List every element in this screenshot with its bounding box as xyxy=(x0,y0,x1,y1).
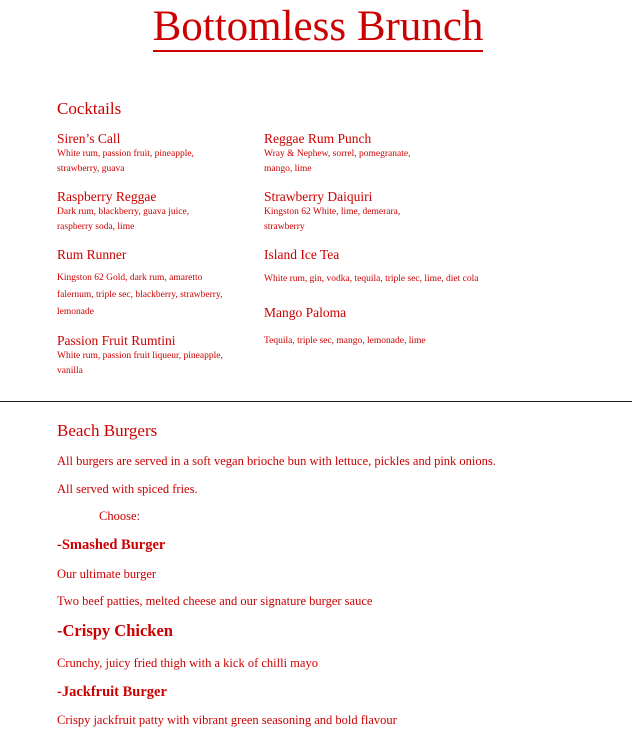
cocktail-name: Mango Paloma xyxy=(264,305,347,320)
cocktail-desc: Kingston 62 White, lime, demerara, strawberry xyxy=(264,207,401,232)
choose-label: Choose: xyxy=(99,509,140,523)
cocktail-desc: Kingston 62 Gold, dark rum, amaretto falernum, triple sec, blackberry, strawberry, lemonade xyxy=(57,273,223,317)
cocktail-item xyxy=(264,247,564,287)
cocktail-desc: Dark rum, blackberry, guava juice, raspberry soda, lime xyxy=(57,207,190,232)
cocktail-name: Reggae Rum Punch xyxy=(264,131,372,146)
cocktail-item xyxy=(57,333,262,379)
cocktail-name: Raspberry Reggae xyxy=(57,189,157,204)
cocktail-item xyxy=(57,247,262,321)
burger-option-name: -Jackfruit Burger xyxy=(57,684,167,700)
cocktail-item xyxy=(264,189,469,235)
cocktail-desc: White rum, passion fruit liqueur, pineapple, vanilla xyxy=(57,351,223,376)
cocktail-name: Island Ice Tea xyxy=(264,247,340,262)
burger-option-desc: Crunchy, juicy fried thigh with a kick of chilli mayo xyxy=(57,656,318,670)
cocktail-name: Strawberry Daiquiri xyxy=(264,189,373,204)
cocktail-desc: Tequila, triple sec, mango, lemonade, lime xyxy=(264,336,426,346)
cocktail-desc: White rum, passion fruit, pineapple, strawberry, guava xyxy=(57,149,194,174)
cocktails-heading: Cocktails xyxy=(57,99,122,118)
burger-option-desc: Our ultimate burger xyxy=(57,567,157,581)
fries-note: All served with spiced fries. xyxy=(57,482,198,496)
burgers-heading: Beach Burgers xyxy=(57,421,158,440)
menu-title: Bottomless Brunch xyxy=(152,3,484,50)
cocktail-name: Passion Fruit Rumtini xyxy=(57,333,176,348)
cocktail-name: Rum Runner xyxy=(57,247,127,262)
burger-option-desc: Two beef patties, melted cheese and our signature burger sauce xyxy=(57,594,373,608)
cocktail-item xyxy=(264,305,564,349)
burgers-intro: All burgers are served in a soft vegan brioche bun with lettuce, pickles and pink onions. xyxy=(57,454,496,468)
burger-option-name: -Crispy Chicken xyxy=(57,621,173,640)
section-divider xyxy=(0,401,632,402)
cocktail-item xyxy=(57,189,262,235)
cocktail-item xyxy=(264,131,469,177)
cocktail-item xyxy=(57,131,262,177)
cocktail-desc: White rum, gin, vodka, tequila, triple sec, lime, diet cola xyxy=(264,274,479,284)
cocktail-name: Siren’s Call xyxy=(57,131,121,146)
cocktail-desc: Wray & Nephew, sorrel, pomegranate, mango, lime xyxy=(264,149,411,174)
burger-option-name: -Smashed Burger xyxy=(57,537,166,553)
burger-option-desc: Crispy jackfruit patty with vibrant green seasoning and bold flavour xyxy=(57,713,397,727)
